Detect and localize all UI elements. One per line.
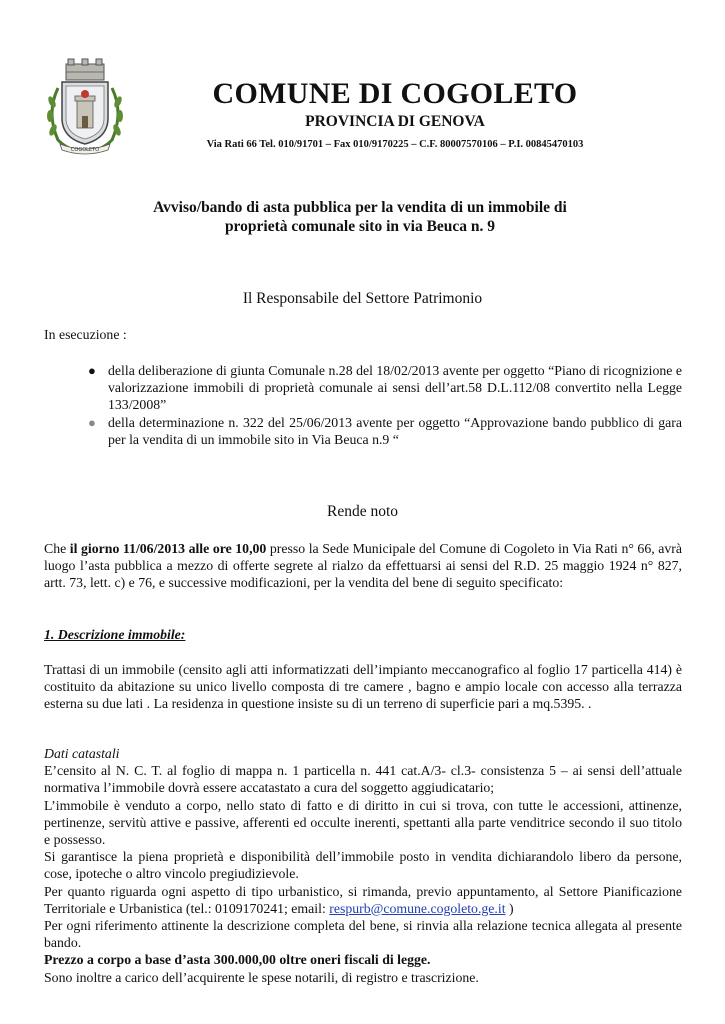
notice-subject [100,198,620,236]
municipality-title: COMUNE DI COGOLETO [212,77,578,110]
urban-info [44,883,682,917]
municipal-crest-logo [44,58,126,156]
property-description: Trattasi di un immobile (censito agli atti informatizzati dell’impianto meccanografico al foglio 17 particella 414) è costituito da abitazione su unico livello composta di tre camere , bagno e ampio locale con accesso alla terrazza esterna su due lati . La residenza in questione insiste su di un terreno di superficie pari a mq.5395. . [44,662,682,712]
list-item [86,362,682,414]
bullet-icon: ● [88,363,96,378]
section-title: 1. Descrizione immobile: [44,627,186,642]
province-subtitle: PROVINCIA DI GENOVA [305,113,485,130]
price-text: Prezzo a corpo a base d’asta 300.000,00 oltre oneri fiscali di legge. [44,952,431,968]
fees-text: Sono inoltre a carico dell’acquirente le spese notarili, di registro e trascrizione. [44,969,479,985]
subject-line-2: proprietà comunale sito in via Beuca n. 9 [224,218,496,235]
bullet-icon: ● [88,414,96,430]
list-item-text: della deliberazione di giunta Comunale n.28 del 18/02/2013 avente per oggetto “Piano di ricognizione e valorizzazione immobili di proprietà comunale ai sensi dell’art.58 D.L.112/08 convertito nella Legge 133/2008” [108,363,682,413]
sale-terms: L’immobile è venduto a corpo, nello stato di fatto e di diritto in cui si trova, con tutte le accessioni, attinenze, pertinenze, servitù attive e passive, afferenti ed occulte inerenti, spettanti alla parte venditrice secondo il suo titolo e possesso. [44,797,682,848]
urban-text: Per quanto riguarda ogni aspetto di tipo urbanistico, si rimanda, previo appuntamento, al Settore Pianificazione Territoriale e Urbanistica (tel.: 0109170241; email: [44,883,682,916]
list-item [86,414,682,448]
letterhead [160,76,630,152]
cadastral-text: E’censito al N. C. T. al foglio di mappa n. 1 particella n. 441 cat.A/3- cl.3- consistenza 5 – ai sensi dell’attuale normativa l’immobile dovrà essere accatastato a cura del soggetto aggiudicatario; [44,763,682,796]
guarantee-text: Si garantisce la piena proprietà e disponibilità dell’immobile posto in vendita dichiarandolo libero da persone, cose, ipoteche o altro vincolo pregiudizievole. [44,849,682,882]
responsible-heading: Il Responsabile del Settore Patrimonio [242,290,483,307]
cadastral-heading: Dati catastali [44,746,120,761]
announcement-prefix: Che [44,541,70,556]
email-link[interactable]: respurb@comune.cogoleto.ge.it [329,900,506,916]
urban-suffix: ) [505,900,514,916]
execution-intro: In esecuzione : [44,327,127,342]
crest-banner-text: COGOLETO [70,147,100,153]
announcement-paragraph [44,540,682,592]
auction-date: il giorno 11/06/2013 alle ore 10,00 [69,541,267,556]
execution-list [86,362,682,448]
contact-line: Via Rati 66 Tel. 010/91701 – Fax 010/9170225 – C.F. 80007570106 – P.I. 00845470103 [206,139,584,150]
reference-text: Per ogni riferimento attinente la descrizione completa del bene, si rinvia alla relazione tecnica allegata al presente bando. [44,918,682,951]
announcement-text: presso la Sede Municipale del Comune di Cogoleto in Via Rati n° 66, avrà luogo l’asta pubblica a mezzo di offerte segrete al rialzo da effettuarsi ai sensi del R.D. 25 maggio 1924 n° 827, artt. 73, lett. c) e 76, e successive modificazioni, per la vendita del bene di seguito specificato: [44,541,682,591]
rende-noto-heading: Rende noto [326,503,399,520]
subject-line-1: Avviso/bando di asta pubblica per la vendita di un immobile di [153,199,567,216]
details-block [44,745,682,986]
list-item-text: della determinazione n. 322 del 25/06/2013 avente per oggetto “Approvazione bando pubblico di gara per la vendita di un immobile sito in Via Beuca n.9 “ [108,414,682,447]
